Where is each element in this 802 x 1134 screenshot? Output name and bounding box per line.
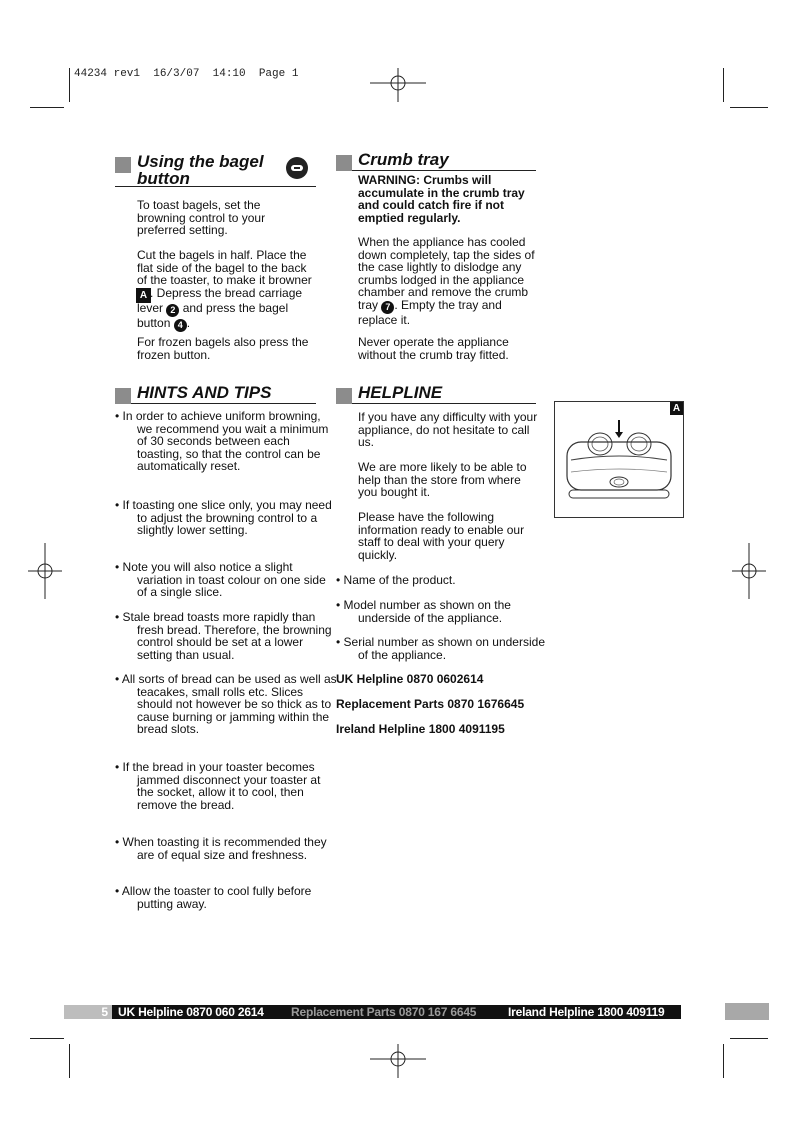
crumb-warning: WARNING: Crumbs will accumulate in the crumb tray and could catch fire if not emptied regularly. [358,173,525,225]
registration-mark-right [732,543,766,599]
heading-square [115,157,131,173]
figure-a-badge: A [137,289,150,302]
registration-mark-top [370,68,426,102]
bagel-paragraph-1: To toast bagels, set the browning control to your preferred setting. [137,198,266,237]
helpline-heading-title: HELPLINE [358,383,443,402]
hint-item: • If toasting one slice only, you may need to adjust the browning control to a slightly lower setting. [115,498,332,537]
helpline-paragraph-3: Please have the following information ready to enable our staff to deal with your query quickly. [358,510,525,562]
hint-item: • All sorts of bread can be used as well as teacakes, small rolls etc. Slices should not however be so thick as to cause burning or jamming within the bread slots. [115,672,337,736]
bagel-p2-text-d: . [186,315,191,330]
crop-mark [723,1044,724,1078]
bagel-p2-text-c: and press the bagel button [137,300,289,330]
crop-mark [69,68,70,102]
crumb-p1-text-b: . Empty the tray and replace it. [358,297,502,327]
bagel-paragraph-3: For frozen bagels also press the frozen button. [137,335,309,362]
heading-square [336,155,352,171]
hint-item: • Note you will also notice a slight variation in toast colour on one side of a single slice. [115,560,326,599]
crumb-p1-text-a: When the appliance has cooled down completely, tap the sides of the case lightly to dislodge any crumbs lodged in the appliance chamber and remove the crumb tray [358,235,535,312]
page-number-text: 5 [101,1005,108,1019]
crop-mark [730,107,768,108]
page-number [64,1005,112,1019]
crumb-tray-number-icon: 7 [381,301,394,314]
print-slug: 44234 rev1 16/3/07 14:10 Page 1 [74,68,299,80]
bagel-p2-text-a: Cut the bagels in half. Place the flat side of the bagel to the back of the toaster, to make it browner [137,248,312,287]
registration-mark-left [28,543,62,599]
crop-mark [723,68,724,102]
bagel-heading-line2: button [137,169,190,188]
crumb-heading-title: Crumb tray [358,150,449,169]
bagel-button-icon [286,157,308,179]
hint-item: • Allow the toaster to cool fully before putting away. [115,884,312,911]
helpline-item: • Name of the product. [336,573,456,587]
footer-grey-block [725,1003,769,1020]
toaster-illustration [555,402,683,517]
crumb-heading [336,150,536,171]
hints-heading [115,383,316,404]
crop-mark [69,1044,70,1078]
bagel-p2-text-b: . Depress the bread carriage lever [137,285,303,315]
helpline-paragraph-2: We are more likely to be able to help than the store from where you bought it. [358,460,527,499]
helpline-uk: UK Helpline 0870 0602614 [336,672,484,686]
crumb-paragraph-1 [358,236,536,326]
helpline-parts: Replacement Parts 0870 1676645 [336,697,525,711]
helpline-heading [336,383,536,404]
figure-a-toaster [554,401,684,518]
helpline-paragraph-1: If you have any difficulty with your appliance, do not hesitate to call us. [358,410,538,449]
hint-item: • Stale bread toasts more rapidly than fresh bread. Therefore, the browning control should be set at a lower setting than usual. [115,610,332,662]
hint-item: • When toasting it is recommended they are of equal size and freshness. [115,835,327,862]
crop-mark [30,1038,64,1039]
bagel-paragraph-2 [137,249,319,332]
registration-mark-bottom [370,1044,426,1078]
heading-square [336,388,352,404]
hint-item: • If the bread in your toaster becomes jammed disconnect your toaster at the socket, allow it to cool, then remove the bread. [115,760,321,812]
bagel-button-number-icon: 4 [174,319,187,332]
figure-a-label: A [670,402,683,415]
bagel-heading-title [137,153,264,187]
carriage-lever-number-icon: 2 [166,304,179,317]
bagel-heading-line1: Using the bagel [137,152,264,171]
hint-item: • In order to achieve uniform browning, we recommend you wait a minimum of 30 seconds between each toasting, so that the control can be automatically reset. [115,409,329,473]
hints-heading-title: HINTS AND TIPS [137,383,272,402]
crumb-paragraph-2: Never operate the appliance without the crumb tray fitted. [358,335,509,362]
helpline-item: • Serial number as shown on underside of the appliance. [336,635,545,662]
footer-uk-helpline: UK Helpline 0870 060 2614 [118,1005,264,1019]
helpline-item: • Model number as shown on the underside of the appliance. [336,598,511,625]
helpline-ireland: Ireland Helpline 1800 4091195 [336,722,505,736]
footer-replacement-parts: Replacement Parts 0870 167 6645 [291,1005,477,1019]
footer-ireland-helpline: Ireland Helpline 1800 409119 [508,1005,665,1019]
crop-mark [730,1038,768,1039]
crop-mark [30,107,64,108]
bagel-heading [115,152,316,188]
heading-square [115,388,131,404]
